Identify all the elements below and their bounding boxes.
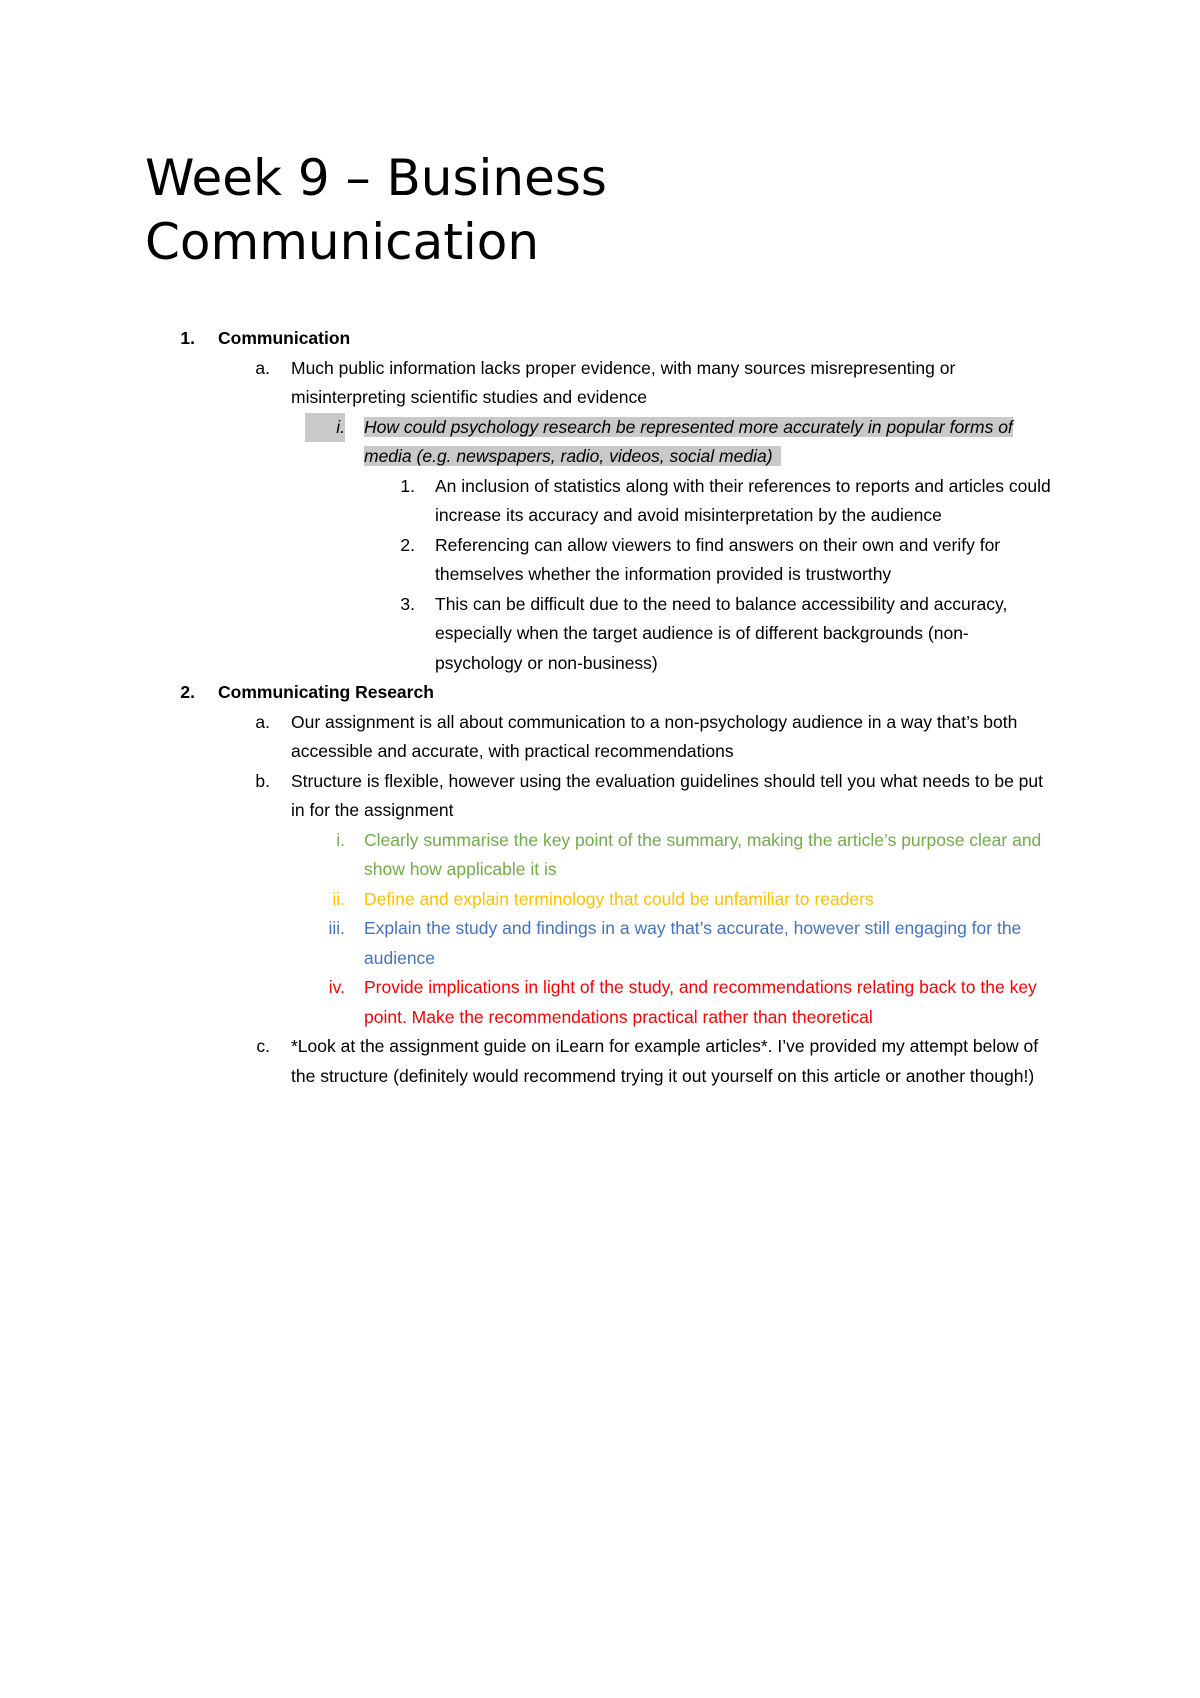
list-item-text: Provide implications in light of the study, and recommendations relating back to the key point. Make the recommendations practical rather than theoretical <box>364 977 1037 1027</box>
section-2-item-c <box>0 1032 1200 1091</box>
list-number: 1. <box>400 475 415 496</box>
list-roman: i. <box>336 829 345 850</box>
list-number: 2. <box>400 534 415 555</box>
list-number: 2. <box>180 682 195 702</box>
list-item-text: Much public information lacks proper evidence, with many sources misrepresenting or misinterpreting scientific studies and evidence <box>291 357 956 407</box>
list-item <box>0 472 1200 531</box>
guideline-item-blue <box>0 914 1200 973</box>
list-number: 1. <box>180 328 195 348</box>
section-2-item-b <box>0 767 1200 826</box>
page-title: Week 9 – Business Communication <box>145 149 607 271</box>
guideline-item-orange <box>0 885 1200 915</box>
section-1-item-a <box>0 354 1200 413</box>
document-body <box>0 324 1200 1091</box>
list-item <box>0 531 1200 590</box>
section-2-heading <box>0 678 1200 708</box>
list-item-text: Our assignment is all about communication to a non-psychology audience in a way that’s both accessible and accurate, with practical recommendations <box>291 711 1018 761</box>
section-heading: Communication <box>218 328 351 348</box>
section-1-question <box>0 413 1200 472</box>
list-roman: iii. <box>328 918 345 938</box>
list-item-text: Referencing can allow viewers to find answers on their own and verify for themselves whether the information provided is trustworthy <box>435 534 1001 584</box>
list-item-text: Define and explain terminology that could be unfamiliar to readers <box>364 888 874 909</box>
section-heading: Communicating Research <box>218 682 434 702</box>
guideline-item-green <box>0 826 1200 885</box>
section-1-heading <box>0 324 1200 354</box>
section-2-item-a <box>0 708 1200 767</box>
list-letter: b. <box>255 770 270 791</box>
list-item <box>0 590 1200 679</box>
list-letter: c. <box>256 1036 270 1056</box>
list-roman: iv. <box>328 977 345 997</box>
list-item-text: Clearly summarise the key point of the summary, making the article’s purpose clear and show how applicable it is <box>364 829 1042 879</box>
list-item-text: Structure is flexible, however using the evaluation guidelines should tell you what needs to be put in for the assignment <box>291 770 1043 820</box>
highlighted-question: How could psychology research be represented more accurately in popular forms of media (e.g. newspapers, radio, videos, social media) <box>364 416 1013 466</box>
list-item-text: This can be difficult due to the need to balance accessibility and accuracy, especially when the target audience is of different backgrounds (non-psychology or non-business) <box>435 593 1008 673</box>
guideline-item-red <box>0 973 1200 1032</box>
highlighted-question-wrap <box>364 413 1054 472</box>
list-item-text: An inclusion of statistics along with their references to reports and articles could increase its accuracy and avoid misinterpretation by the audience <box>435 475 1051 525</box>
list-item-text: *Look at the assignment guide on iLearn for example articles*. I’ve provided my attempt below of the structure (definitely would recommend trying it out yourself on this article or another though!) <box>291 1036 1039 1086</box>
list-number: 3. <box>400 593 415 614</box>
list-item-text: Explain the study and findings in a way that’s accurate, however still engaging for the audience <box>364 918 1022 968</box>
list-roman: ii. <box>332 888 345 909</box>
list-letter: a. <box>255 357 270 378</box>
list-letter: a. <box>255 711 270 732</box>
list-roman: i. <box>305 413 345 443</box>
